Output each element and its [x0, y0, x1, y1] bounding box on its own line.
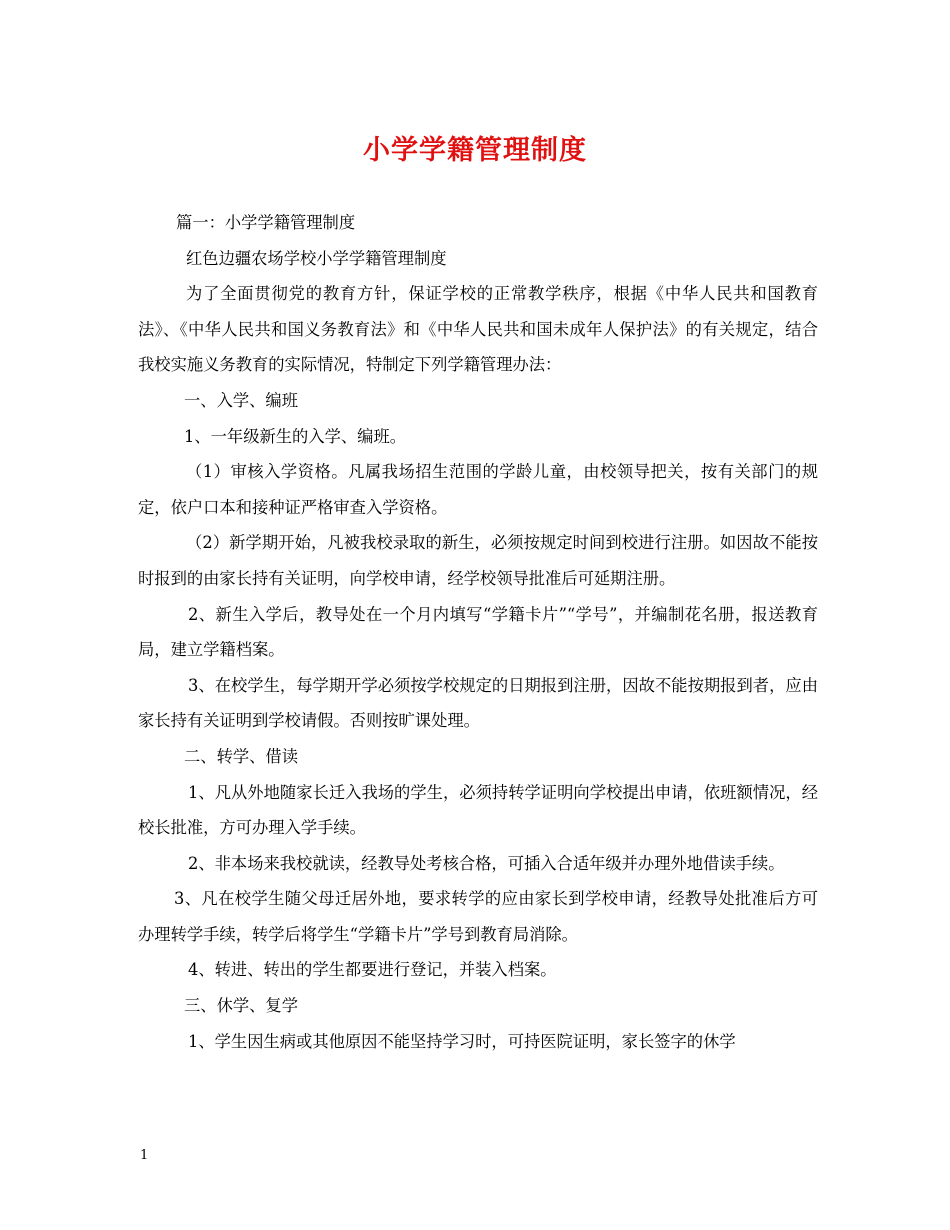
paragraph: 4、转进、转出的学生都要进行登记，并装入档案。: [188, 960, 557, 980]
section-heading: 一、入学、编班: [184, 390, 298, 410]
paragraph: （1）审核入学资格。凡属我场招生范围的学龄儿童，由校领导把关，按有关部门的规定，依户口本和接种证严格审查入学资格。: [138, 462, 818, 517]
paragraph: 3、在校学生，每学期开学必须按学校规定的日期报到注册，因故不能按期报到者，应由家长持有关证明到学校请假。否则按旷课处理。: [138, 675, 818, 731]
paragraph: 1、一年级新生的入学、编班。: [184, 426, 407, 446]
document-body: [138, 205, 818, 1059]
paragraph: 3、凡在校学生随父母迁居外地，要求转学的应由家长到学校申请，经教导处批准后方可办理转学手续，转学后将学生“学籍卡片”学号到教育局消除。: [138, 889, 818, 944]
paragraph: 2、新生入学后，教导处在一个月内填写“学籍卡片”“学号”，并编制花名册，报送教育局，建立学籍档案。: [138, 604, 818, 660]
paragraph: 1、凡从外地随家长迁入我场的学生，必须持转学证明向学校提出申请，依班额情况，经校长批准，方可办理入学手续。: [138, 782, 818, 838]
section-heading: 二、转学、借读: [184, 746, 298, 766]
paragraph: 为了全面贯彻党的教育方针，保证学校的正常教学秩序，根据《中华人民共和国教育法》、《中华人民共和国义务教育法》和《中华人民共和国未成年人保护法》的有关规定，结合我校实施义务教育的实际情况，特制定下列学籍管理办法：: [138, 284, 818, 375]
page-number: 1: [140, 1148, 149, 1163]
document-title: 小学学籍管理制度: [363, 135, 587, 166]
paragraph: （2）新学期开始，凡被我校录取的新生，必须按规定时间到校进行注册。如因故不能按时报到的由家长持有关证明，向学校申请，经学校领导批准后可延期注册。: [138, 533, 818, 588]
paragraph: 2、非本场来我校就读，经教导处考核合格，可插入合适年级并办理外地借读手续。: [188, 853, 785, 873]
section-heading: 三、休学、复学: [184, 996, 298, 1016]
paragraph: 红色边疆农场学校小学学籍管理制度: [186, 248, 447, 268]
paragraph: 篇一：小学学籍管理制度: [176, 213, 356, 232]
paragraph: 1、学生因生病或其他原因不能坚持学习时，可持医院证明，家长签字的休学: [188, 1031, 736, 1051]
